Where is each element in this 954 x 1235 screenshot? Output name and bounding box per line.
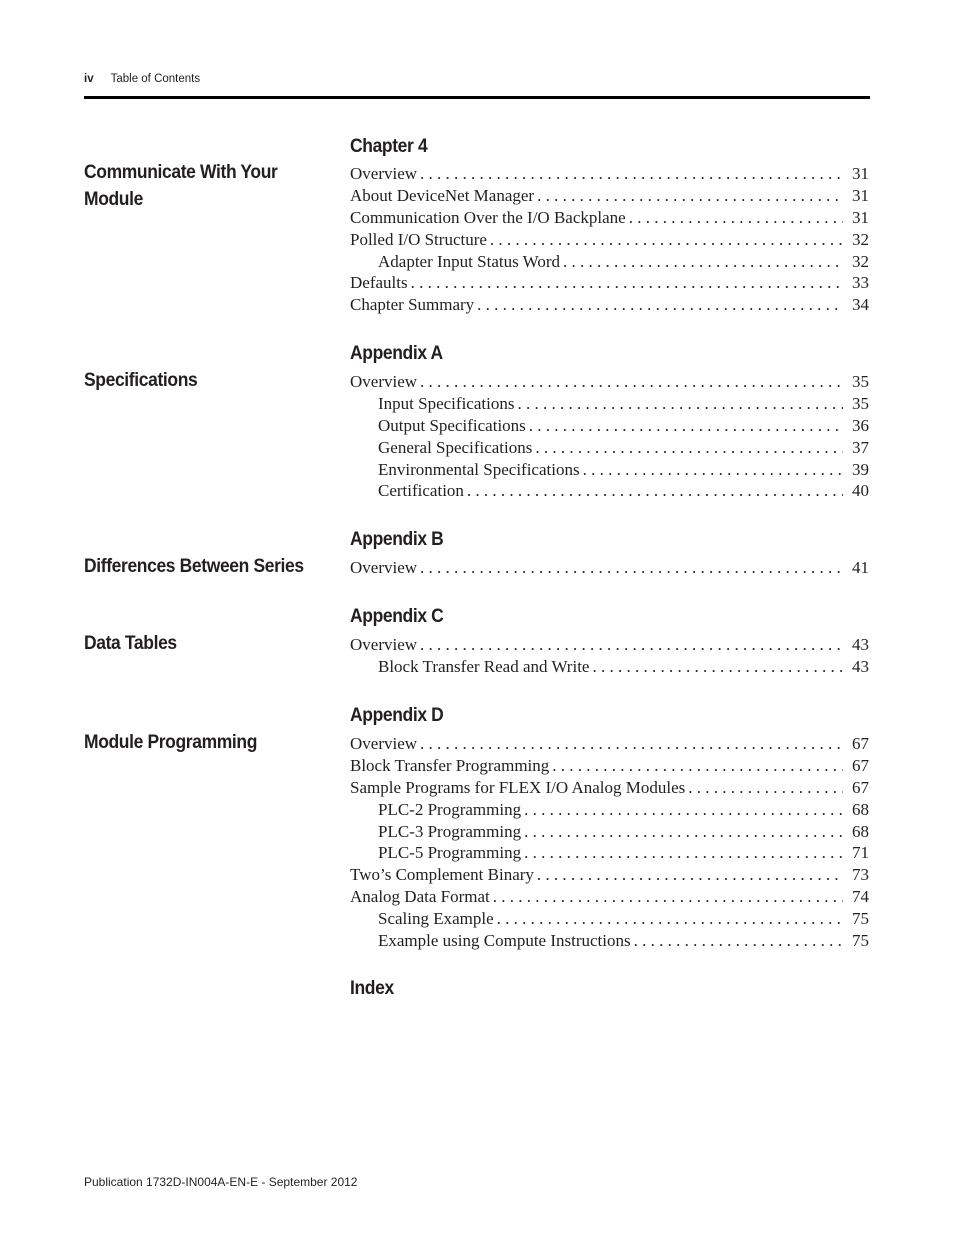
toc-entry-title: Example using Compute Instructions [378,931,631,951]
dot-leader [563,251,843,273]
toc-entry[interactable] [350,733,869,755]
toc-entry[interactable] [350,656,869,678]
toc-entry-title: Communication Over the I/O Backplane [350,207,626,227]
toc-entry-title: Overview [350,164,418,183]
dot-leader [552,755,843,777]
toc-entry[interactable] [350,185,869,207]
dot-leader [524,842,843,864]
toc-entry[interactable] [350,557,869,579]
toc-entry-title: Input Specifications [378,393,515,413]
toc-entry-list [350,371,869,502]
toc-entry-page: 43 [852,656,869,676]
toc-entry[interactable] [350,930,869,952]
toc-entry-page: 67 [852,777,869,797]
toc-entry[interactable] [350,251,869,273]
dot-leader [583,459,843,481]
dot-leader [517,393,843,415]
toc-entry[interactable] [350,415,869,437]
toc-entry-page: 71 [852,843,869,863]
toc-entry-title: Two’s Complement Binary [350,865,534,885]
toc-entry-list [350,163,869,316]
section-title[interactable]: Module Programming [84,732,258,753]
toc-entry-page: 43 [852,635,869,654]
toc-entry-page: 75 [852,909,869,929]
toc-entry-title: General Specifications [378,437,533,457]
dot-leader [524,799,843,821]
toc-entry-page: 31 [852,164,869,183]
toc-entry-title: PLC-5 Programming [378,843,522,863]
toc-entry-title: Scaling Example [378,909,494,929]
toc-entry-page: 37 [852,437,869,457]
toc-entry[interactable] [350,459,869,481]
chapter-heading[interactable]: Appendix B [350,529,444,550]
toc-entry-title: About DeviceNet Manager [350,185,535,205]
dot-leader [420,733,843,755]
toc-entry-page: 34 [852,295,869,315]
running-title: Table of Contents [110,73,201,85]
toc-entry-page: 35 [852,372,869,391]
dot-leader [529,415,843,437]
toc-entry[interactable] [350,207,869,229]
toc-entry-page: 41 [852,558,869,577]
publication-footer: Publication 1732D-IN004A-EN-E - September 2012 [84,1175,358,1189]
dot-leader [420,163,843,185]
dot-leader [467,480,843,502]
toc-entry[interactable] [350,777,869,799]
dot-leader [535,437,843,459]
toc-entry-title: Output Specifications [378,415,526,435]
toc-entry-page: 39 [852,459,869,479]
dot-leader [629,207,843,229]
toc-entry-title: Certification [378,481,464,501]
toc-entry-list [350,634,869,678]
chapter-heading[interactable]: Appendix C [350,606,444,627]
chapter-heading[interactable]: Appendix D [350,705,444,726]
toc-entry-page: 32 [852,251,869,271]
toc-entry-page: 67 [852,755,869,775]
dot-leader [490,229,843,251]
toc-entry[interactable] [350,480,869,502]
dot-leader [537,864,843,886]
toc-entry[interactable] [350,755,869,777]
toc-entry-title: Adapter Input Status Word [378,251,560,271]
dot-leader [493,886,843,908]
toc-entry-page: 68 [852,799,869,819]
toc-entry[interactable] [350,886,869,908]
toc-entry-page: 40 [852,481,869,501]
toc-entry-page: 36 [852,415,869,435]
toc-entry-page: 35 [852,393,869,413]
toc-entry-title: PLC-2 Programming [378,799,522,819]
chapter-heading[interactable]: Appendix A [350,343,443,364]
dot-leader [420,634,843,656]
section-title[interactable]: Data Tables [84,633,177,654]
toc-entry[interactable] [350,908,869,930]
toc-entry[interactable] [350,294,869,316]
dot-leader [524,821,843,843]
toc-entry-title: Defaults [350,273,408,293]
dot-leader [420,557,843,579]
toc-entry[interactable] [350,163,869,185]
toc-entry[interactable] [350,864,869,886]
toc-entry[interactable] [350,437,869,459]
toc-entry-title: Sample Programs for FLEX I/O Analog Modules [350,777,686,797]
dot-leader [497,908,843,930]
toc-entry[interactable] [350,842,869,864]
toc-entry-title: Overview [350,635,418,654]
chapter-heading[interactable]: Index [350,978,394,999]
toc-entry-title: Polled I/O Structure [350,229,487,249]
toc-entry[interactable] [350,229,869,251]
section-title[interactable]: Specifications [84,370,198,391]
dot-leader [411,272,843,294]
toc-entry-page: 68 [852,821,869,841]
dot-leader [592,656,843,678]
section-title[interactable]: Differences Between Series [84,556,304,577]
dot-leader [537,185,843,207]
toc-entry-page: 73 [852,865,869,885]
toc-entry-page: 75 [852,931,869,951]
toc-entry[interactable] [350,799,869,821]
chapter-heading[interactable]: Chapter 4 [350,136,428,157]
toc-entry[interactable] [350,634,869,656]
toc-entry-page: 31 [852,185,869,205]
toc-entry-title: Block Transfer Read and Write [378,656,590,676]
toc-entry[interactable] [350,371,869,393]
toc-entry-list [350,733,869,952]
toc-entry[interactable] [350,393,869,415]
section-title[interactable]: Communicate With Your Module [84,162,278,210]
dot-leader [420,371,843,393]
toc-entry-title: Overview [350,558,418,577]
toc-entry-title: Overview [350,734,418,753]
running-header [84,73,200,85]
toc-entry-page: 74 [852,887,869,907]
toc-entry-title: PLC-3 Programming [378,821,522,841]
toc-entry[interactable] [350,272,869,294]
toc-entry[interactable] [350,821,869,843]
toc-entry-title: Analog Data Format [350,887,490,907]
page-number: iv [84,73,94,85]
dot-leader [477,294,843,316]
header-rule [84,96,870,99]
toc-entry-list [350,557,869,579]
dot-leader [688,777,843,799]
toc-entry-title: Block Transfer Programming [350,755,550,775]
toc-entry-page: 33 [852,273,869,293]
toc-entry-page: 32 [852,229,869,249]
toc-entry-page: 31 [852,207,869,227]
toc-entry-page: 67 [852,734,869,753]
dot-leader [634,930,843,952]
toc-entry-title: Environmental Specifications [378,459,580,479]
toc-entry-title: Overview [350,372,418,391]
toc-entry-title: Chapter Summary [350,295,475,315]
